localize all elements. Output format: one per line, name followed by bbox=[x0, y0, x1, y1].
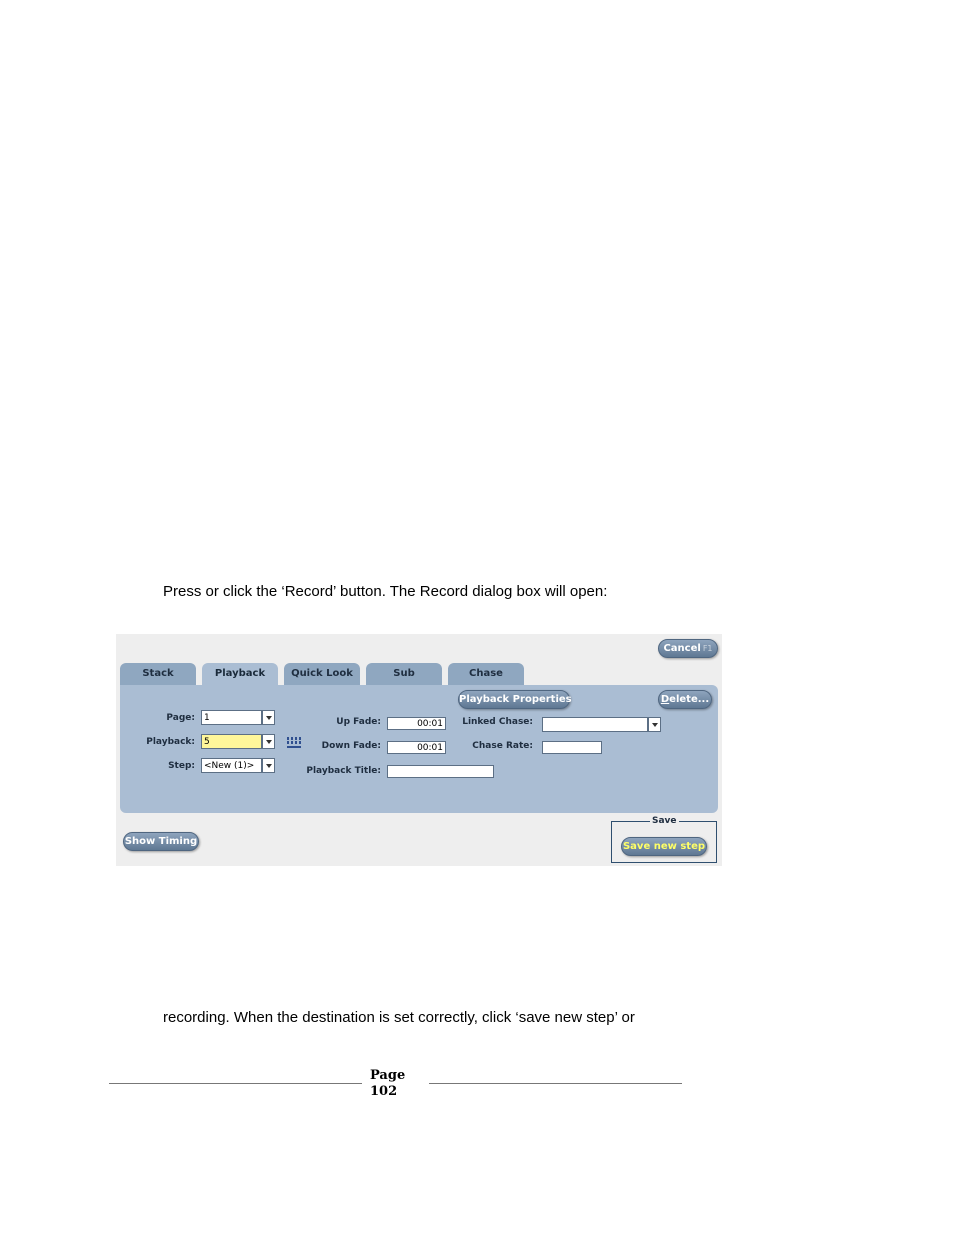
tab-playback[interactable]: Playback bbox=[202, 663, 278, 687]
cancel-button[interactable] bbox=[658, 639, 718, 658]
linked-chase-label: Linked Chase: bbox=[462, 717, 533, 727]
save-group-label: Save bbox=[652, 816, 677, 826]
save-group bbox=[611, 816, 717, 863]
page-dropdown-arrow-icon[interactable] bbox=[262, 710, 275, 725]
playback-grid-icon[interactable] bbox=[287, 737, 301, 748]
chase-rate-field[interactable] bbox=[542, 741, 602, 754]
step-label: Step: bbox=[168, 761, 195, 771]
tab-quick-look[interactable]: Quick Look bbox=[284, 663, 360, 685]
page-number-value: 102 bbox=[370, 1084, 398, 1099]
step-dropdown-arrow-icon[interactable] bbox=[262, 758, 275, 773]
down-fade-field[interactable]: 00:01 bbox=[387, 741, 446, 754]
show-timing-button[interactable]: Show Timing bbox=[123, 832, 199, 851]
record-dialog bbox=[116, 634, 722, 866]
delete-label: elete... bbox=[669, 694, 710, 705]
up-fade-label: Up Fade: bbox=[336, 717, 381, 727]
delete-mnemonic: D bbox=[660, 694, 670, 705]
cancel-label: Cancel bbox=[663, 643, 701, 654]
playback-field[interactable]: 5 bbox=[201, 734, 262, 749]
page-word: Page bbox=[370, 1068, 406, 1083]
page-label: Page: bbox=[166, 713, 195, 723]
linked-chase-field[interactable] bbox=[542, 717, 648, 732]
playback-properties-button[interactable]: Playback Properties bbox=[458, 690, 570, 709]
tab-chase[interactable]: Chase bbox=[448, 663, 524, 685]
tab-stack[interactable]: Stack bbox=[120, 663, 196, 685]
intro-paragraph: Press or click the ‘Record’ button. The Record dialog box will open: bbox=[163, 583, 608, 600]
page-field[interactable]: 1 bbox=[201, 710, 262, 725]
outro-paragraph: recording. When the destination is set correctly, click ‘save new step’ or bbox=[163, 1009, 635, 1026]
step-field[interactable]: <New (1)> bbox=[201, 758, 262, 773]
page-number bbox=[370, 1068, 405, 1100]
cancel-key-hint: F1 bbox=[702, 644, 713, 653]
up-fade-field[interactable]: 00:01 bbox=[387, 717, 446, 730]
linked-chase-dropdown-arrow-icon[interactable] bbox=[648, 717, 661, 732]
playback-title-label: Playback Title: bbox=[306, 766, 381, 776]
save-new-step-button[interactable]: Save new step bbox=[621, 837, 707, 856]
tab-sub[interactable]: Sub bbox=[366, 663, 442, 685]
playback-label: Playback: bbox=[146, 737, 195, 747]
playback-dropdown-arrow-icon[interactable] bbox=[262, 734, 275, 749]
playback-title-field[interactable] bbox=[387, 765, 494, 778]
footer-rule-right bbox=[429, 1083, 682, 1084]
playback-panel bbox=[120, 685, 718, 813]
delete-button[interactable] bbox=[658, 690, 712, 709]
chase-rate-label: Chase Rate: bbox=[472, 741, 533, 751]
footer-rule-left bbox=[109, 1083, 362, 1084]
down-fade-label: Down Fade: bbox=[321, 741, 381, 751]
